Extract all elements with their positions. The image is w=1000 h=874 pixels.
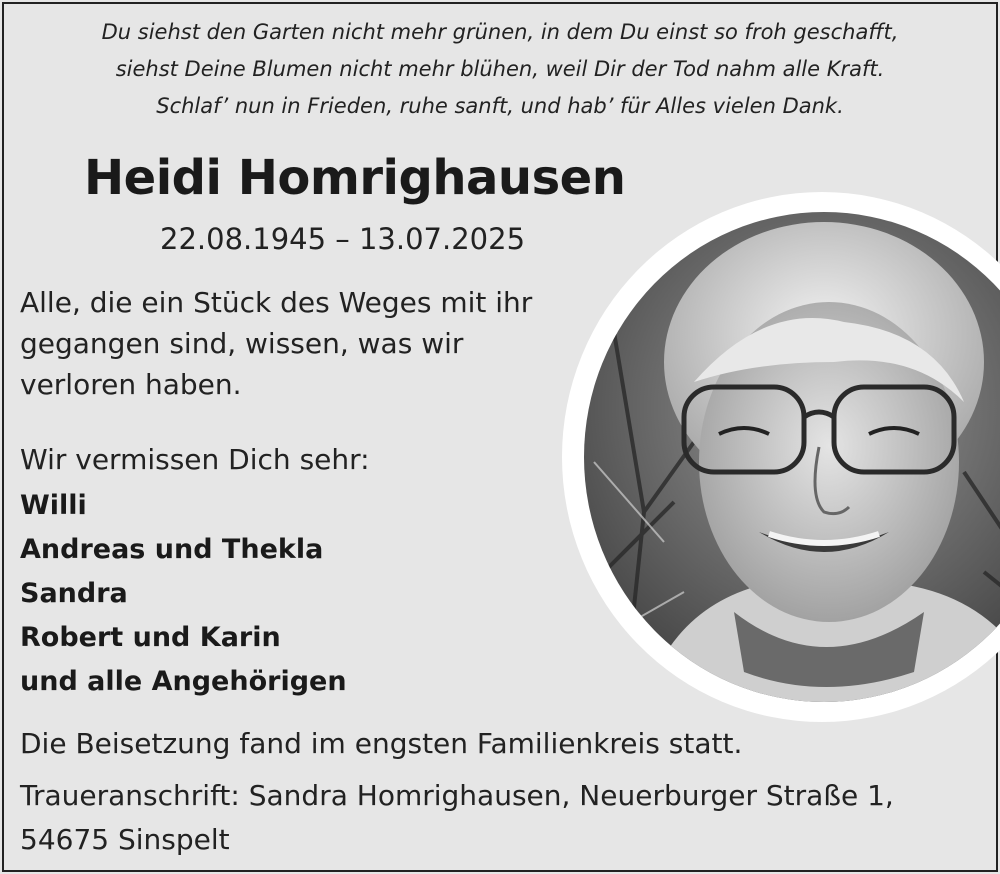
mourner-name: Robert und Karin xyxy=(20,622,281,653)
memorial-quote xyxy=(20,282,532,405)
poem-line: Du siehst den Garten nicht mehr grünen, in dem Du einst so froh geschafft, xyxy=(101,20,899,44)
address-line: 54675 Sinspelt xyxy=(20,823,230,856)
mourner-name: Willi xyxy=(20,490,87,521)
address-line: Traueranschrift: Sandra Homrighausen, Neuerburger Straße 1, xyxy=(20,779,894,812)
mourner-name: Sandra xyxy=(20,578,128,609)
quote-line: gegangen sind, wissen, was wir xyxy=(20,327,464,360)
mourning-address xyxy=(20,774,894,862)
poem-line: siehst Deine Blumen nicht mehr blühen, weil Dir der Tod nahm alle Kraft. xyxy=(115,57,885,81)
deceased-name: Heidi Homrighausen xyxy=(84,150,626,206)
mourner-name: Andreas und Thekla xyxy=(20,534,324,565)
poem-line: Schlaf’ nun in Frieden, ruhe sanft, und hab’ für Alles vielen Dank. xyxy=(156,94,844,118)
mourner-name: und alle Angehörigen xyxy=(20,666,347,697)
burial-note: Die Beisetzung fand im engsten Familienkreis statt. xyxy=(20,727,743,760)
life-dates: 22.08.1945 – 13.07.2025 xyxy=(160,222,526,256)
quote-line: Alle, die ein Stück des Weges mit ihr xyxy=(20,286,533,319)
poem xyxy=(0,14,1000,125)
mourners-list xyxy=(20,484,347,704)
quote-line: verloren haben. xyxy=(20,368,242,401)
miss-you-line: Wir vermissen Dich sehr: xyxy=(20,443,370,476)
